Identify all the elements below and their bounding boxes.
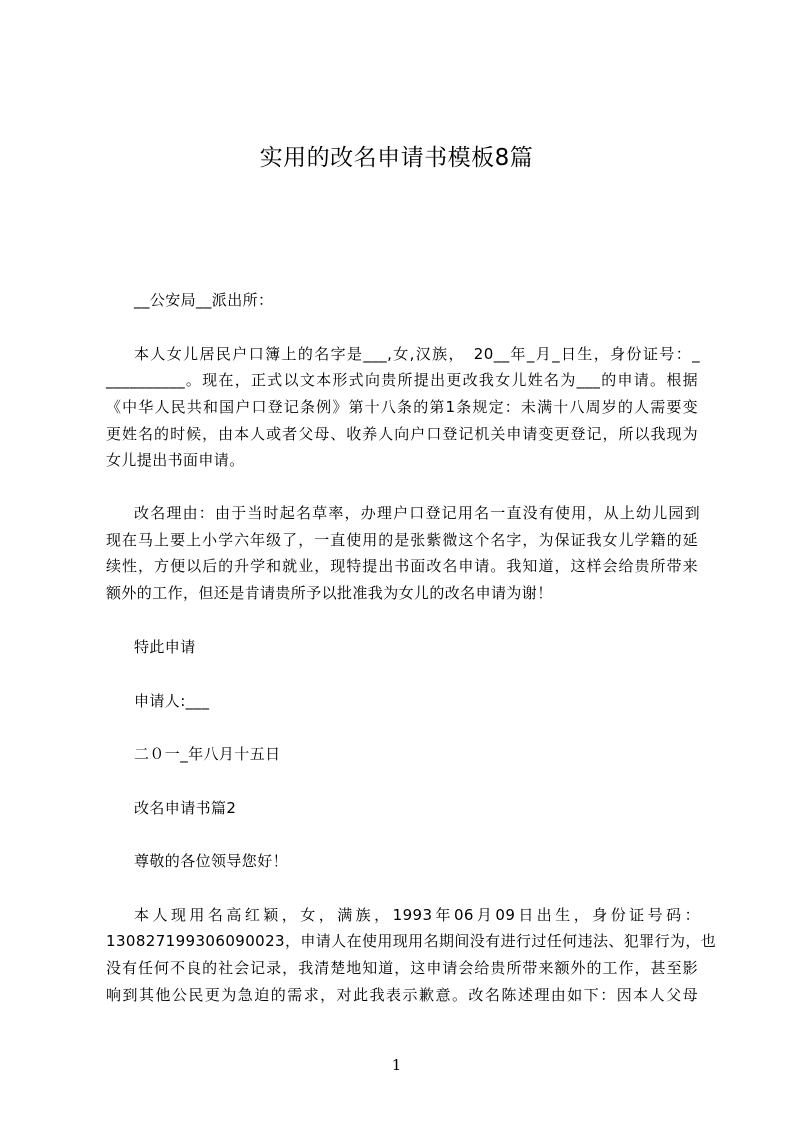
salutation-line: 尊敬的各位领导您好！ xyxy=(134,852,289,870)
paragraph-line: 响到其他公民更为急迫的需求，对此我表示歉意。改名陈述理由如下：因本人父母 xyxy=(106,986,698,1004)
paragraph-line: 本人女儿居民户口簿上的名字是___,女,汉族， 20__年_月_日生，身份证号：_ xyxy=(134,345,700,363)
paragraph-line: 没有任何不良的社会记录，我清楚地知道，这申请会给贵所带来额外的工作，甚至影 xyxy=(106,959,698,977)
paragraph-line: 额外的工作，但还是肯请贵所予以批准我为女儿的改名申请为谢！ xyxy=(106,584,553,602)
paragraph-line: 改名理由：由于当时起名草率，办理户口登记用名一直没有使用，从上幼儿园到 xyxy=(134,504,700,522)
paragraph-line: 本人现用名高红颖，女，满族，1993年06月09日出生，身份证号码： xyxy=(134,906,700,924)
paragraph-line: 130827199306090023，申请人在使用现用名期间没有进行过任何违法、犯罪行为，也 xyxy=(106,932,717,950)
paragraph-line: 女儿提出书面申请。 xyxy=(106,451,245,469)
document-title: 实用的改名申请书模板8篇 xyxy=(259,145,534,171)
paragraph-line: 续性，方便以后的升学和就业，现特提出书面改名申请。我知道，这样会给贵所带来 xyxy=(106,557,698,575)
paragraph-line: 现在马上要上小学六年级了，一直使用的是张紫微这个名字，为保证我女儿学籍的延 xyxy=(106,531,698,549)
paragraph-line: 更姓名的时候，由本人或者父母、收养人向户口登记机关申请变更登记，所以我现为 xyxy=(106,425,698,443)
addressee-line: __公安局__派出所： xyxy=(134,291,274,309)
applicant-line: 申请人:___ xyxy=(134,692,210,710)
section-heading: 改名申请书篇2 xyxy=(134,799,237,817)
paragraph-line: 《中华人民共和国户口登记条例》第十八条的第1条规定：未满十八周岁的人需要变 xyxy=(106,398,698,416)
date-line: 二０一_年八月十五日 xyxy=(134,745,281,763)
paragraph-line: __________。现在，正式以文本形式向贵所提出更改我女儿姓名为___的申请。根据 xyxy=(106,371,698,389)
closing-line: 特此申请 xyxy=(134,638,196,656)
page-number: 1 xyxy=(391,1056,402,1074)
